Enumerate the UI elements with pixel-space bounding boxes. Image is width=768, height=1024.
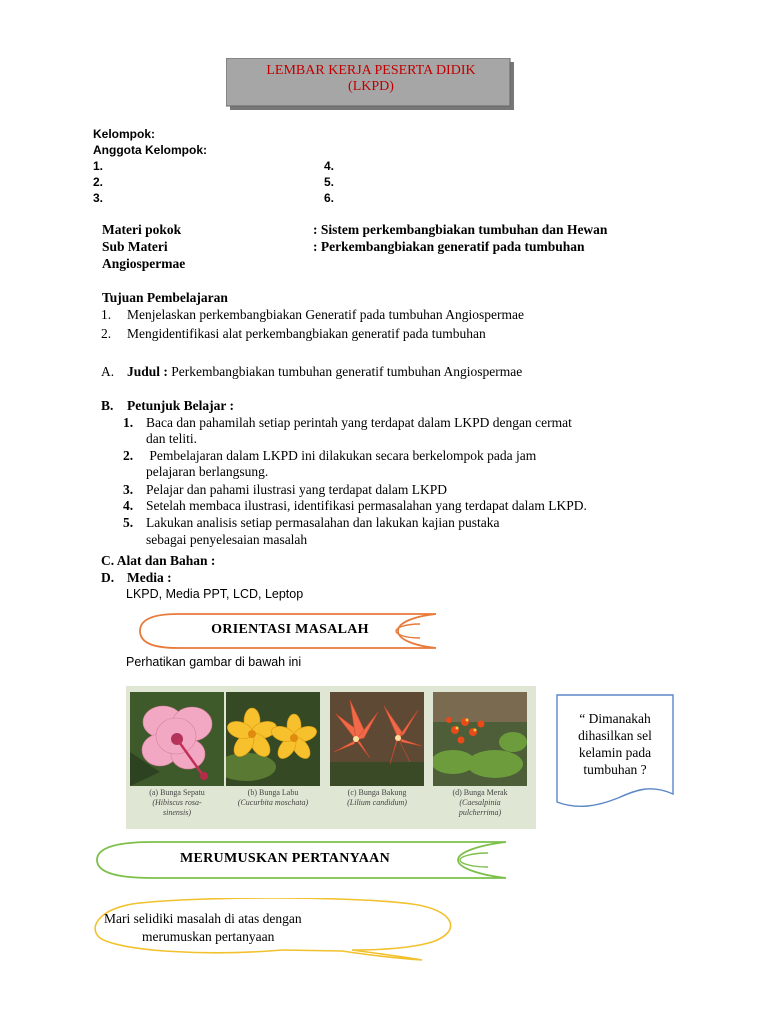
sub-materi-label: Sub Materi — [102, 239, 168, 254]
flower-photo-panel — [126, 686, 536, 829]
petunjuk-num-5: 5. — [123, 515, 134, 530]
member-3: 3. — [93, 191, 104, 205]
member-1: 1. — [93, 159, 104, 173]
petunjuk-item-5: Lakukan analisis setiap permasalahan dan lakukan kajian pustaka — [146, 515, 500, 530]
section-b-letter: B. — [101, 398, 114, 413]
bubble-line-1: Mari selidiki masalah di atas dengan — [104, 911, 302, 926]
materi-pokok-value: : Sistem perkembangbiakan tumbuhan dan Hewan — [313, 222, 608, 237]
orientasi-instruction: Perhatikan gambar di bawah ini — [126, 655, 302, 669]
petunjuk-item-1-cont: dan teliti. — [146, 431, 197, 446]
alat-bahan-heading: C. Alat dan Bahan : — [101, 553, 216, 568]
petunjuk-num-4: 4. — [123, 498, 134, 513]
members-label: Anggota Kelompok: — [93, 143, 207, 157]
photo-caption-b: (b) Bunga Labu (Cucurbita moschata) — [237, 788, 309, 807]
pumpkin-flower-photo — [226, 692, 320, 786]
petunjuk-item-2-cont: pelajaran berlangsung. — [146, 464, 269, 479]
section-d-letter: D. — [101, 570, 115, 585]
tujuan-num-1: 1. — [101, 307, 112, 322]
petunjuk-item-3: Pelajar dan pahami ilustrasi yang terdapat dalam LKPD — [146, 482, 448, 497]
petunjuk-num-2: 2. — [123, 448, 134, 463]
judul-text: Perkembangbiakan tumbuhan generatif tumbuhan Angiospermae — [167, 364, 523, 379]
sub-materi-value: : Perkembangbiakan generatif pada tumbuhan — [313, 239, 585, 254]
member-4: 4. — [324, 159, 335, 173]
tujuan-heading: Tujuan Pembelajaran — [102, 290, 228, 305]
judul-label: Judul : — [127, 364, 168, 379]
petunjuk-heading: Petunjuk Belajar : — [127, 398, 234, 413]
member-2: 2. — [93, 175, 104, 189]
question-text: “ Dimanakah dihasilkan sel kelamin pada tumbuhan ? — [578, 711, 652, 777]
petunjuk-item-5-cont: sebagai penyelesaian masalah — [146, 532, 308, 547]
petunjuk-item-1: Baca dan pahamilah setiap perintah yang terdapat dalam LKPD dengan cermat — [146, 415, 572, 430]
petunjuk-num-3: 3. — [123, 482, 134, 497]
petunjuk-num-1: 1. — [123, 415, 134, 430]
sub-materi-continued: Angiospermae — [102, 256, 186, 271]
member-5: 5. — [324, 175, 335, 189]
judul-line — [127, 364, 522, 380]
page-title: LEMBAR KERJA PESERTA DIDIK (LKPD) — [266, 63, 476, 94]
petunjuk-item-2: Pembelajaran dalam LKPD ini dilakukan secara berkelompok pada jam — [146, 448, 537, 463]
media-value: LKPD, Media PPT, LCD, Leptop — [126, 587, 304, 601]
photo-caption-d: (d) Bunga Merak (Caesalpinia pulcherrima) — [452, 788, 508, 817]
member-6: 6. — [324, 191, 335, 205]
tujuan-num-2: 2. — [101, 326, 112, 341]
tujuan-item-1: Menjelaskan perkembangbiakan Generatif pada tumbuhan Angiospermae — [127, 307, 524, 322]
photo-caption-a: (a) Bunga Sepatu (Hibiscus rosa- sinensis) — [149, 788, 205, 817]
hibiscus-photo — [130, 692, 224, 786]
orientasi-banner-title: ORIENTASI MASALAH — [211, 622, 369, 637]
group-label: Kelompok: — [93, 127, 156, 141]
lily-photo — [330, 692, 424, 786]
petunjuk-item-4: Setelah membaca ilustrasi, identifikasi permasalahan yang terdapat dalam LKPD. — [146, 498, 587, 513]
materi-pokok-label: Materi pokok — [102, 222, 182, 237]
tujuan-item-2: Mengidentifikasi alat perkembangbiakan generatif pada tumbuhan — [127, 326, 486, 341]
section-a-letter: A. — [101, 364, 115, 379]
peacock-flower-photo — [433, 692, 527, 786]
photo-caption-c: (c) Bunga Bakung (Lilium candidum) — [347, 788, 407, 807]
merumuskan-banner-title: MERUMUSKAN PERTANYAAN — [180, 851, 390, 866]
bubble-line-2: merumuskan pertanyaan — [142, 929, 275, 944]
media-heading: Media : — [127, 570, 172, 585]
